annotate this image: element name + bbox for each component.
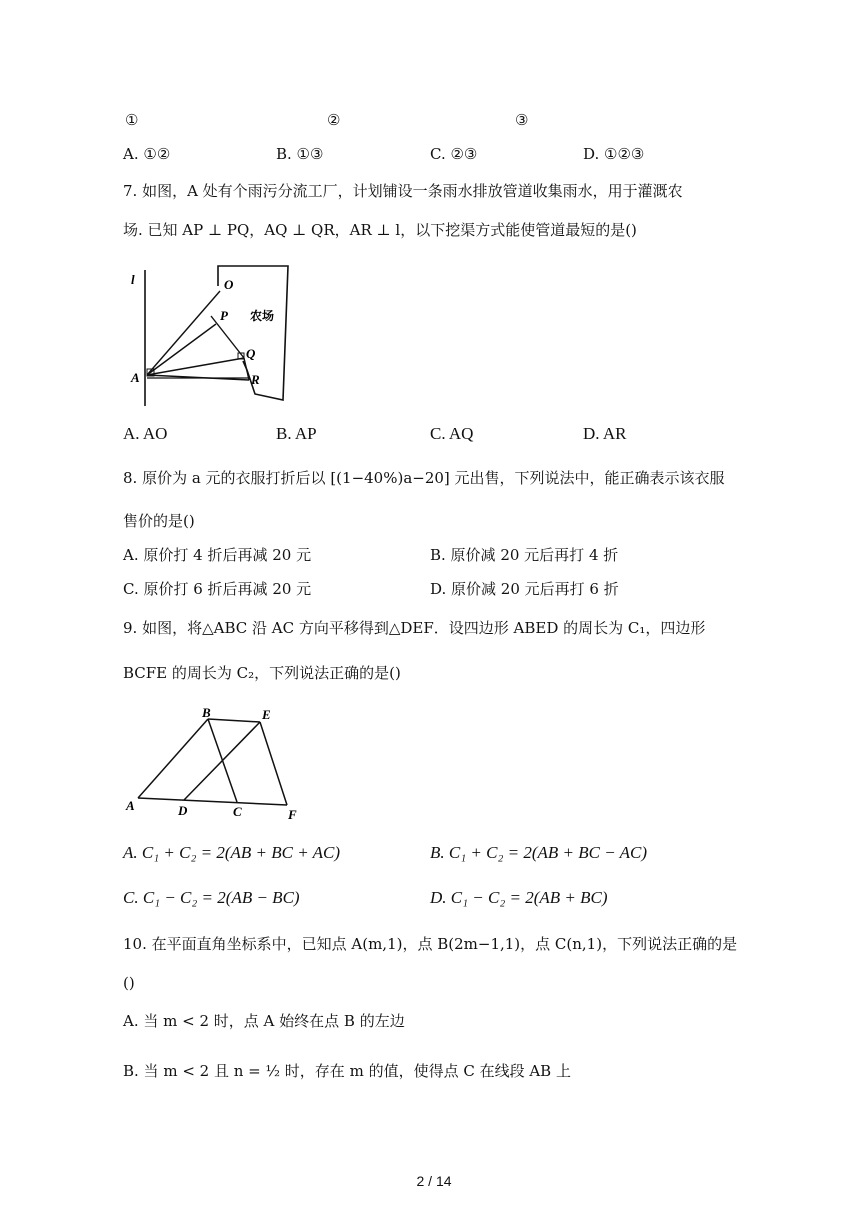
q7-label-o: O <box>224 277 234 292</box>
page-number: 2 / 14 <box>416 1173 452 1189</box>
q7-stem-line2: 场. 已知 AP ⊥ PQ，AQ ⊥ QR，AR ⊥ l，以下挖渠方式能使管道最短的是() <box>123 221 637 239</box>
q9-figure <box>120 705 320 825</box>
q8-option-b: B. 原价减 20 元后再打 4 折 <box>430 546 619 564</box>
q6-label-1: ① <box>125 111 139 129</box>
q8-option-d: D. 原价减 20 元后再打 6 折 <box>430 580 619 598</box>
q7-stem-line1: 7. 如图，A 处有个雨污分流工厂，计划铺设一条雨水排放管道收集雨水，用于灌溉农 <box>123 182 683 200</box>
q9-label-e: E <box>262 707 271 722</box>
q8-stem-line2: 售价的是() <box>123 512 195 530</box>
q9-stem-line1: 9. 如图，将△ABC 沿 AC 方向平移得到△DEF．设四边形 ABED 的周长为 C₁，四边形 <box>123 619 706 637</box>
q9-label-a: A <box>126 798 135 813</box>
q6-label-3: ③ <box>515 111 529 129</box>
q7-label-r: R <box>251 372 260 387</box>
q7-label-a: A <box>131 370 140 385</box>
q9-label-b: B <box>202 705 211 720</box>
q7-label-q: Q <box>246 346 256 361</box>
q7-label-l: l <box>131 272 135 287</box>
q10-option-a: A. 当 m < 2 时，点 A 始终在点 B 的左边 <box>123 1012 405 1030</box>
q10-stem-line2: () <box>123 974 135 992</box>
q10-stem-line1: 10. 在平面直角坐标系中，已知点 A(m,1)，点 B(2m−1,1)，点 C(n,1)，下列说法正确的是 <box>123 935 738 953</box>
q9-label-c: C <box>233 804 242 819</box>
q6-option-d: D. ①②③ <box>583 145 645 163</box>
q10-option-b: B. 当 m < 2 且 n = ½ 时，存在 m 的值，使得点 C 在线段 AB 上 <box>123 1062 571 1080</box>
q7-figure <box>120 258 300 408</box>
q7-option-a: A. AO <box>123 424 168 443</box>
q6-label-2: ② <box>327 111 341 129</box>
q8-option-c: C. 原价打 6 折后再减 20 元 <box>123 580 312 598</box>
q9-label-d: D <box>178 803 188 818</box>
q7-label-p: P <box>220 308 228 323</box>
q9-option-a: A. C₁ + C₂ = 2(AB + BC + AC) <box>123 843 340 862</box>
q6-option-c: C. ②③ <box>430 145 478 163</box>
q9-option-d: D. C₁ − C₂ = 2(AB + BC) <box>430 888 608 907</box>
q9-option-b: B. C₁ + C₂ = 2(AB + BC − AC) <box>430 843 647 862</box>
q9-option-c: C. C₁ − C₂ = 2(AB − BC) <box>123 888 300 907</box>
q9-stem-line2: BCFE 的周长为 C₂，下列说法正确的是() <box>123 664 401 682</box>
q7-option-d: D. AR <box>583 424 627 443</box>
q7-label-farm: 农场 <box>250 309 275 323</box>
q6-option-a: A. ①② <box>123 145 171 163</box>
q6-option-b: B. ①③ <box>276 145 324 163</box>
q8-stem-line1: 8. 原价为 a 元的衣服打折后以 [(1−40%)a−20] 元出售，下列说法中，能正确表示该衣服 <box>123 469 725 487</box>
q9-label-f: F <box>288 807 297 822</box>
q7-option-c: C. AQ <box>430 424 474 443</box>
q7-option-b: B. AP <box>276 424 317 443</box>
q8-option-a: A. 原价打 4 折后再减 20 元 <box>123 546 312 564</box>
